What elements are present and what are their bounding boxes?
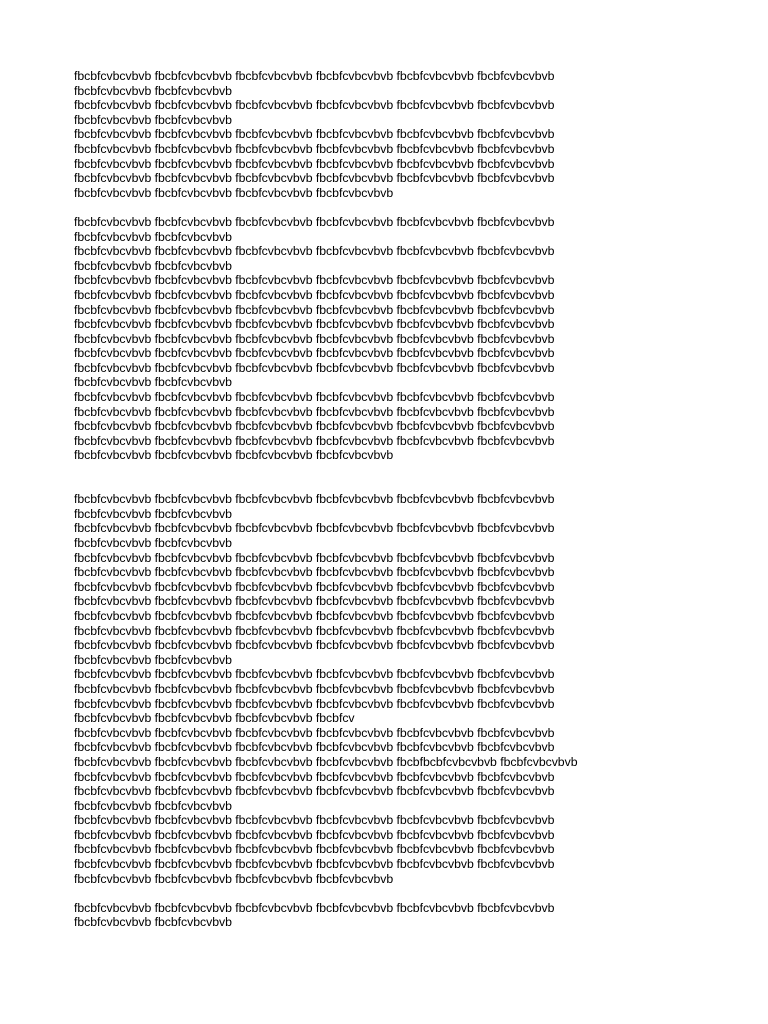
text-line: fbcbfcvbcvbvb fbcbfcvbcvbvb fbcbfcvbcvbvb fbcbfcvbcvbvb [74,448,394,463]
text-line: fbcbfcvbcvbvb fbcbfcvbcvbvb [74,258,232,273]
blank-line [74,478,734,493]
text-line: fbcbfcvbcvbvb fbcbfcvbcvbvb fbcbfcvbcvbvb fbcbfcvbcvbvb fbcbfcvbcvbvb fbcbfcvbcvbvb [74,813,555,828]
text-line: fbcbfcvbcvbvb fbcbfcvbcvbvb fbcbfcvbcvbvb fbcbfcvbcvbvb fbcbfcvbcvbvb fbcbfcvbcvbvb [74,579,555,594]
text-line: fbcbfcvbcvbvb fbcbfcvbcvbvb [74,229,232,244]
text-line: fbcbfcvbcvbvb fbcbfcvbcvbvb fbcbfcvbcvbvb fbcbfcvbcvbvb fbcbfbcbfcvbcvbvb fbcbfcvbcvbvb [74,754,578,769]
text-line: fbcbfcvbcvbvb fbcbfcvbcvbvb fbcbfcvbcvbvb fbcbfcvbcvbvb fbcbfcvbcvbvb fbcbfcvbcvbvb [74,638,555,653]
text-line: fbcbfcvbcvbvb fbcbfcvbcvbvb fbcbfcvbcvbvb fbcbfcvbcvbvb fbcbfcvbcvbvb fbcbfcvbcvbvb [74,244,555,259]
text-line: fbcbfcvbcvbvb fbcbfcvbcvbvb fbcbfcvbcvbvb fbcbfcvbcvbvb fbcbfcvbcvbvb fbcbfcvbcvbvb [74,390,555,405]
text-line: fbcbfcvbcvbvb fbcbfcvbcvbvb fbcbfcvbcvbvb fbcbfcvbcvbvb fbcbfcvbcvbvb fbcbfcvbcvbvb [74,550,555,565]
text-line: fbcbfcvbcvbvb fbcbfcvbcvbvb fbcbfcvbcvbvb fbcbfcvbcvbvb fbcbfcvbcvbvb fbcbfcvbcvbvb [74,900,555,915]
text-line: fbcbfcvbcvbvb fbcbfcvbcvbvb fbcbfcvbcvbvb fbcbfcvbcvbvb fbcbfcvbcvbvb fbcbfcvbcvbvb [74,725,555,740]
text-line: fbcbfcvbcvbvb fbcbfcvbcvbvb fbcbfcvbcvbvb fbcbfcvbcvbvb fbcbfcvbcvbvb fbcbfcvbcvbvb [74,433,555,448]
text-line: fbcbfcvbcvbvb fbcbfcvbcvbvb fbcbfcvbcvbvb fbcbfcvbcvbvb fbcbfcvbcvbvb fbcbfcvbcvbvb [74,827,555,842]
text-line: fbcbfcvbcvbvb fbcbfcvbcvbvb fbcbfcvbcvbvb fbcbfcvbcvbvb [74,871,394,886]
text-line: fbcbfcvbcvbvb fbcbfcvbcvbvb fbcbfcvbcvbvb fbcbfcvbcvbvb fbcbfcvbcvbvb fbcbfcvbcvbvb [74,681,555,696]
text-line: fbcbfcvbcvbvb fbcbfcvbcvbvb fbcbfcvbcvbvb fbcbfcvbcvbvb [74,185,394,200]
text-line: fbcbfcvbcvbvb fbcbfcvbcvbvb fbcbfcvbcvbvb fbcbfcvbcvbvb fbcbfcvbcvbvb fbcbfcvbcvbvb [74,98,555,113]
text-line: fbcbfcvbcvbvb fbcbfcvbcvbvb fbcbfcvbcvbvb fbcbfcvbcvbvb fbcbfcvbcvbvb fbcbfcvbcvbvb [74,127,555,142]
blank-line [74,463,734,478]
text-line: fbcbfcvbcvbvb fbcbfcvbcvbvb fbcbfcvbcvbvb fbcbfcvbcvbvb fbcbfcvbcvbvb fbcbfcvbcvbvb [74,521,555,536]
text-line: fbcbfcvbcvbvb fbcbfcvbcvbvb fbcbfcvbcvbvb fbcbfcvbcvbvb fbcbfcvbcvbvb fbcbfcvbcvbvb [74,857,555,872]
text-line: fbcbfcvbcvbvb fbcbfcvbcvbvb fbcbfcvbcvbvb fbcbfcvbcvbvb fbcbfcvbcvbvb fbcbfcvbcvbvb [74,696,555,711]
blank-line [74,200,734,215]
text-line: fbcbfcvbcvbvb fbcbfcvbcvbvb fbcbfcvbcvbvb fbcbfcvbcvbvb fbcbfcvbcvbvb fbcbfcvbcvbvb [74,302,555,317]
text-line: fbcbfcvbcvbvb fbcbfcvbcvbvb fbcbfcvbcvbvb fbcbfcvbcvbvb fbcbfcvbcvbvb fbcbfcvbcvbvb [74,784,555,799]
text-line: fbcbfcvbcvbvb fbcbfcvbcvbvb fbcbfcvbcvbvb fbcbfcv [74,711,355,726]
text-line: fbcbfcvbcvbvb fbcbfcvbcvbvb fbcbfcvbcvbvb fbcbfcvbcvbvb fbcbfcvbcvbvb fbcbfcvbcvbvb [74,69,555,83]
text-line: fbcbfcvbcvbvb fbcbfcvbcvbvb [74,375,232,390]
text-line: fbcbfcvbcvbvb fbcbfcvbcvbvb [74,83,232,98]
blank-line [74,886,734,901]
text-line: fbcbfcvbcvbvb fbcbfcvbcvbvb fbcbfcvbcvbvb fbcbfcvbcvbvb fbcbfcvbcvbvb fbcbfcvbcvbvb [74,565,555,580]
text-line: fbcbfcvbcvbvb fbcbfcvbcvbvb fbcbfcvbcvbvb fbcbfcvbcvbvb fbcbfcvbcvbvb fbcbfcvbcvbvb [74,740,555,755]
text-line: fbcbfcvbcvbvb fbcbfcvbcvbvb [74,798,232,813]
text-line: fbcbfcvbcvbvb fbcbfcvbcvbvb fbcbfcvbcvbvb fbcbfcvbcvbvb fbcbfcvbcvbvb fbcbfcvbcvbvb [74,273,555,288]
text-line: fbcbfcvbcvbvb fbcbfcvbcvbvb fbcbfcvbcvbvb fbcbfcvbcvbvb fbcbfcvbcvbvb fbcbfcvbcvbvb [74,287,555,302]
text-line: fbcbfcvbcvbvb fbcbfcvbcvbvb fbcbfcvbcvbvb fbcbfcvbcvbvb fbcbfcvbcvbvb fbcbfcvbcvbvb [74,667,555,682]
text-line: fbcbfcvbcvbvb fbcbfcvbcvbvb fbcbfcvbcvbvb fbcbfcvbcvbvb fbcbfcvbcvbvb fbcbfcvbcvbvb [74,141,555,156]
text-line: fbcbfcvbcvbvb fbcbfcvbcvbvb fbcbfcvbcvbvb fbcbfcvbcvbvb fbcbfcvbcvbvb fbcbfcvbcvbvb [74,842,555,857]
document-body [74,69,734,930]
text-line: fbcbfcvbcvbvb fbcbfcvbcvbvb fbcbfcvbcvbvb fbcbfcvbcvbvb fbcbfcvbcvbvb fbcbfcvbcvbvb [74,214,555,229]
text-line: fbcbfcvbcvbvb fbcbfcvbcvbvb [74,915,232,930]
text-line: fbcbfcvbcvbvb fbcbfcvbcvbvb [74,652,232,667]
text-line: fbcbfcvbcvbvb fbcbfcvbcvbvb [74,506,232,521]
text-line: fbcbfcvbcvbvb fbcbfcvbcvbvb fbcbfcvbcvbvb fbcbfcvbcvbvb fbcbfcvbcvbvb fbcbfcvbcvbvb [74,492,555,507]
text-line: fbcbfcvbcvbvb fbcbfcvbcvbvb [74,112,232,127]
text-line: fbcbfcvbcvbvb fbcbfcvbcvbvb fbcbfcvbcvbvb fbcbfcvbcvbvb fbcbfcvbcvbvb fbcbfcvbcvbvb [74,608,555,623]
text-line: fbcbfcvbcvbvb fbcbfcvbcvbvb [74,536,232,550]
text-line: fbcbfcvbcvbvb fbcbfcvbcvbvb fbcbfcvbcvbvb fbcbfcvbcvbvb fbcbfcvbcvbvb fbcbfcvbcvbvb [74,171,555,186]
text-line: fbcbfcvbcvbvb fbcbfcvbcvbvb fbcbfcvbcvbvb fbcbfcvbcvbvb fbcbfcvbcvbvb fbcbfcvbcvbvb [74,331,555,346]
text-line: fbcbfcvbcvbvb fbcbfcvbcvbvb fbcbfcvbcvbvb fbcbfcvbcvbvb fbcbfcvbcvbvb fbcbfcvbcvbvb [74,769,555,784]
text-line: fbcbfcvbcvbvb fbcbfcvbcvbvb fbcbfcvbcvbvb fbcbfcvbcvbvb fbcbfcvbcvbvb fbcbfcvbcvbvb [74,594,555,609]
text-line: fbcbfcvbcvbvb fbcbfcvbcvbvb fbcbfcvbcvbvb fbcbfcvbcvbvb fbcbfcvbcvbvb fbcbfcvbcvbvb [74,404,555,419]
text-line: fbcbfcvbcvbvb fbcbfcvbcvbvb fbcbfcvbcvbvb fbcbfcvbcvbvb fbcbfcvbcvbvb fbcbfcvbcvbvb [74,623,555,638]
text-line: fbcbfcvbcvbvb fbcbfcvbcvbvb fbcbfcvbcvbvb fbcbfcvbcvbvb fbcbfcvbcvbvb fbcbfcvbcvbvb [74,346,555,361]
text-line: fbcbfcvbcvbvb fbcbfcvbcvbvb fbcbfcvbcvbvb fbcbfcvbcvbvb fbcbfcvbcvbvb fbcbfcvbcvbvb [74,360,555,375]
text-line: fbcbfcvbcvbvb fbcbfcvbcvbvb fbcbfcvbcvbvb fbcbfcvbcvbvb fbcbfcvbcvbvb fbcbfcvbcvbvb [74,317,555,332]
text-line: fbcbfcvbcvbvb fbcbfcvbcvbvb fbcbfcvbcvbvb fbcbfcvbcvbvb fbcbfcvbcvbvb fbcbfcvbcvbvb [74,156,555,171]
text-line: fbcbfcvbcvbvb fbcbfcvbcvbvb fbcbfcvbcvbvb fbcbfcvbcvbvb fbcbfcvbcvbvb fbcbfcvbcvbvb [74,419,555,434]
